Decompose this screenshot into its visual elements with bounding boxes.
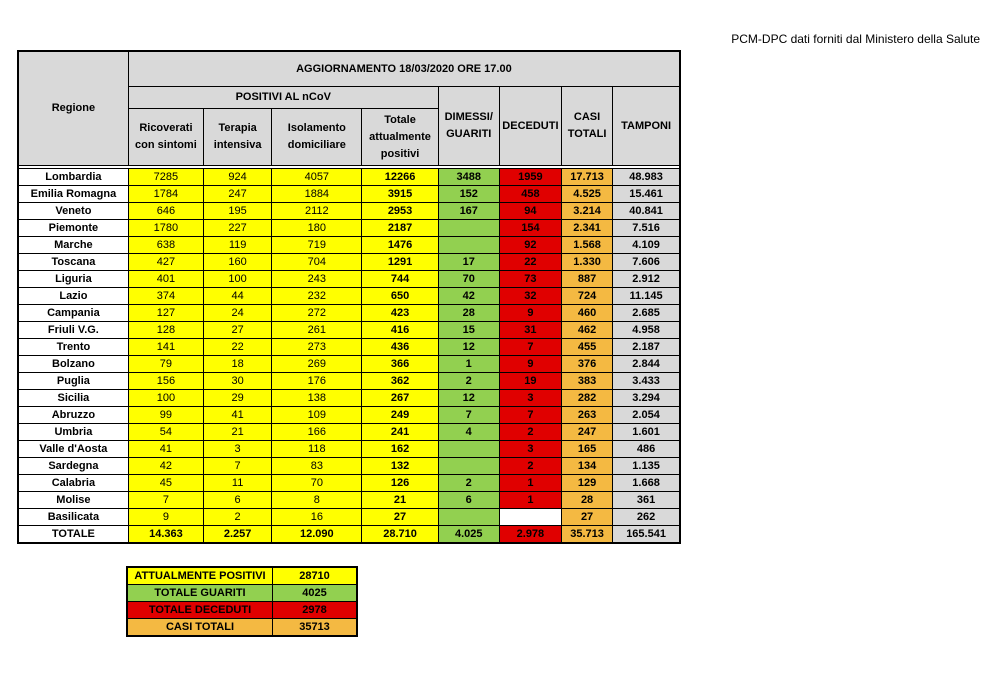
cell-casi: 3.214 xyxy=(562,203,613,220)
cell-casi: 462 xyxy=(562,322,613,339)
cell-casi: 282 xyxy=(562,390,613,407)
cell-deceduti: 9 xyxy=(499,356,561,373)
cell-terapia: 41 xyxy=(204,407,272,424)
cell-ricoverati: 41 xyxy=(128,441,203,458)
cell-tamponi: 2.912 xyxy=(613,271,680,288)
table-row xyxy=(18,475,680,492)
cell-deceduti: 7 xyxy=(499,407,561,424)
cell-regione: Abruzzo xyxy=(18,407,128,424)
cell-totale: 2187 xyxy=(362,220,438,237)
summary-label: ATTUALMENTE POSITIVI xyxy=(127,567,273,585)
cell-casi: 27 xyxy=(562,509,613,526)
cell-totale: 21 xyxy=(362,492,438,509)
cell-deceduti: 2 xyxy=(499,458,561,475)
cell-isolamento: 2112 xyxy=(272,203,362,220)
cell-totale: 416 xyxy=(362,322,438,339)
table-row xyxy=(18,407,680,424)
regional-data-table xyxy=(17,50,681,544)
cell-tamponi: 262 xyxy=(613,509,680,526)
cell-terapia: 3 xyxy=(204,441,272,458)
cell-dimessi xyxy=(438,441,499,458)
table-row xyxy=(18,492,680,509)
cell-regione: Sicilia xyxy=(18,390,128,407)
cell-regione: Puglia xyxy=(18,373,128,390)
cell-casi: 376 xyxy=(562,356,613,373)
cell-dimessi xyxy=(438,458,499,475)
cell-deceduti: 9 xyxy=(499,305,561,322)
cell-tamponi: 40.841 xyxy=(613,203,680,220)
cell-ricoverati: 1780 xyxy=(128,220,203,237)
cell-dimessi: 2 xyxy=(438,373,499,390)
cell-casi: 1.330 xyxy=(562,254,613,271)
summary-value: 2978 xyxy=(273,602,358,619)
cell-casi: 134 xyxy=(562,458,613,475)
cell-deceduti: 1959 xyxy=(499,169,561,186)
cell-isolamento: 16 xyxy=(272,509,362,526)
cell-tamponi: 4.109 xyxy=(613,237,680,254)
cell-dimessi: 167 xyxy=(438,203,499,220)
cell-tamponi: 48.983 xyxy=(613,169,680,186)
cell-ricoverati: 54 xyxy=(128,424,203,441)
cell-casi: 263 xyxy=(562,407,613,424)
cell-casi: 17.713 xyxy=(562,169,613,186)
cell-regione: Basilicata xyxy=(18,509,128,526)
cell-terapia: 24 xyxy=(204,305,272,322)
cell-isolamento: 83 xyxy=(272,458,362,475)
cell-deceduti: 1 xyxy=(499,475,561,492)
cell-terapia: 227 xyxy=(204,220,272,237)
cell-totale: 650 xyxy=(362,288,438,305)
table-row xyxy=(18,458,680,475)
cell-dimessi: 28 xyxy=(438,305,499,322)
cell-deceduti: 7 xyxy=(499,339,561,356)
cell-isolamento: 70 xyxy=(272,475,362,492)
cell-tamponi: 2.844 xyxy=(613,356,680,373)
cell-deceduti: 73 xyxy=(499,271,561,288)
cell-deceduti: 22 xyxy=(499,254,561,271)
cell-tamponi: 2.187 xyxy=(613,339,680,356)
header-update: AGGIORNAMENTO 18/03/2020 ORE 17.00 xyxy=(128,51,680,87)
cell-tamponi: 1.601 xyxy=(613,424,680,441)
cell-tamponi: 11.145 xyxy=(613,288,680,305)
cell-tamponi: 15.461 xyxy=(613,186,680,203)
cell-terapia: 2 xyxy=(204,509,272,526)
cell-ricoverati: 9 xyxy=(128,509,203,526)
cell-isolamento: 166 xyxy=(272,424,362,441)
cell-totale: 267 xyxy=(362,390,438,407)
cell-casi: 455 xyxy=(562,339,613,356)
table-row xyxy=(18,203,680,220)
cell-totale: 126 xyxy=(362,475,438,492)
cell-isolamento: 273 xyxy=(272,339,362,356)
cell-regione: Liguria xyxy=(18,271,128,288)
header-deceduti: DECEDUTI xyxy=(499,87,561,166)
cell-tamponi: 4.958 xyxy=(613,322,680,339)
cell-deceduti: 31 xyxy=(499,322,561,339)
cell-regione: Piemonte xyxy=(18,220,128,237)
cell-casi: 383 xyxy=(562,373,613,390)
table-row xyxy=(18,424,680,441)
cell-totale: 241 xyxy=(362,424,438,441)
cell-totale: 1476 xyxy=(362,237,438,254)
header-isolamento: Isolamento domiciliare xyxy=(272,109,362,166)
table-row xyxy=(18,322,680,339)
cell-terapia: 44 xyxy=(204,288,272,305)
cell-tamponi: 3.433 xyxy=(613,373,680,390)
header-positivi-group: POSITIVI AL nCoV xyxy=(128,87,438,109)
table-body xyxy=(18,166,680,544)
summary-value: 28710 xyxy=(273,567,358,585)
table-row xyxy=(18,254,680,271)
cell-totale: 744 xyxy=(362,271,438,288)
summary-label: CASI TOTALI xyxy=(127,619,273,637)
summary-row xyxy=(127,619,357,637)
cell-ricoverati: 128 xyxy=(128,322,203,339)
header-casi: CASI TOTALI xyxy=(562,87,613,166)
cell-regione: Umbria xyxy=(18,424,128,441)
cell-casi: 35.713 xyxy=(562,526,613,544)
cell-ricoverati: 7285 xyxy=(128,169,203,186)
cell-isolamento: 4057 xyxy=(272,169,362,186)
cell-isolamento: 176 xyxy=(272,373,362,390)
cell-dimessi: 17 xyxy=(438,254,499,271)
cell-ricoverati: 156 xyxy=(128,373,203,390)
cell-deceduti: 94 xyxy=(499,203,561,220)
cell-dimessi: 4.025 xyxy=(438,526,499,544)
cell-terapia: 7 xyxy=(204,458,272,475)
table-row xyxy=(18,186,680,203)
cell-casi: 2.341 xyxy=(562,220,613,237)
cell-dimessi xyxy=(438,220,499,237)
cell-ricoverati: 427 xyxy=(128,254,203,271)
cell-regione: Trento xyxy=(18,339,128,356)
cell-terapia: 2.257 xyxy=(204,526,272,544)
cell-totale: 132 xyxy=(362,458,438,475)
cell-tamponi: 2.685 xyxy=(613,305,680,322)
table-row xyxy=(18,220,680,237)
cell-terapia: 30 xyxy=(204,373,272,390)
cell-terapia: 160 xyxy=(204,254,272,271)
cell-isolamento: 118 xyxy=(272,441,362,458)
table-row xyxy=(18,356,680,373)
cell-dimessi: 3488 xyxy=(438,169,499,186)
cell-totale: 436 xyxy=(362,339,438,356)
cell-dimessi xyxy=(438,509,499,526)
source-note: PCM-DPC dati forniti dal Ministero della Salute xyxy=(731,32,980,46)
header-regione: Regione xyxy=(18,51,128,166)
cell-totale: 362 xyxy=(362,373,438,390)
summary-value: 35713 xyxy=(273,619,358,637)
summary-row xyxy=(127,567,357,585)
cell-isolamento: 180 xyxy=(272,220,362,237)
cell-regione: Calabria xyxy=(18,475,128,492)
cell-ricoverati: 79 xyxy=(128,356,203,373)
table-row xyxy=(18,237,680,254)
cell-dimessi: 1 xyxy=(438,356,499,373)
summary-table xyxy=(126,566,358,637)
cell-tamponi: 2.054 xyxy=(613,407,680,424)
cell-isolamento: 269 xyxy=(272,356,362,373)
table-row xyxy=(18,271,680,288)
cell-terapia: 18 xyxy=(204,356,272,373)
cell-ricoverati: 1784 xyxy=(128,186,203,203)
cell-ricoverati: 638 xyxy=(128,237,203,254)
cell-totale: 2953 xyxy=(362,203,438,220)
header-dimessi: DIMESSI/ GUARITI xyxy=(438,87,499,166)
cell-tamponi: 165.541 xyxy=(613,526,680,544)
cell-regione: Friuli V.G. xyxy=(18,322,128,339)
cell-isolamento: 8 xyxy=(272,492,362,509)
cell-deceduti: 1 xyxy=(499,492,561,509)
cell-ricoverati: 100 xyxy=(128,390,203,407)
table-row xyxy=(18,509,680,526)
cell-isolamento: 138 xyxy=(272,390,362,407)
cell-terapia: 247 xyxy=(204,186,272,203)
cell-ricoverati: 14.363 xyxy=(128,526,203,544)
cell-deceduti: 92 xyxy=(499,237,561,254)
summary-label: TOTALE DECEDUTI xyxy=(127,602,273,619)
cell-totale: 12266 xyxy=(362,169,438,186)
cell-isolamento: 109 xyxy=(272,407,362,424)
cell-terapia: 27 xyxy=(204,322,272,339)
cell-dimessi: 42 xyxy=(438,288,499,305)
cell-dimessi: 15 xyxy=(438,322,499,339)
cell-casi: 1.568 xyxy=(562,237,613,254)
cell-terapia: 100 xyxy=(204,271,272,288)
cell-dimessi: 12 xyxy=(438,390,499,407)
cell-dimessi: 7 xyxy=(438,407,499,424)
cell-ricoverati: 127 xyxy=(128,305,203,322)
cell-terapia: 195 xyxy=(204,203,272,220)
cell-terapia: 22 xyxy=(204,339,272,356)
cell-regione: Sardegna xyxy=(18,458,128,475)
cell-dimessi: 4 xyxy=(438,424,499,441)
cell-totale: 423 xyxy=(362,305,438,322)
cell-totale: 3915 xyxy=(362,186,438,203)
cell-ricoverati: 141 xyxy=(128,339,203,356)
cell-regione: Marche xyxy=(18,237,128,254)
cell-regione: Toscana xyxy=(18,254,128,271)
cell-totale: 162 xyxy=(362,441,438,458)
summary-value: 4025 xyxy=(273,585,358,602)
cell-ricoverati: 401 xyxy=(128,271,203,288)
cell-isolamento: 243 xyxy=(272,271,362,288)
cell-casi: 887 xyxy=(562,271,613,288)
cell-deceduti xyxy=(499,509,561,526)
cell-totale: 366 xyxy=(362,356,438,373)
cell-isolamento: 1884 xyxy=(272,186,362,203)
summary-label: TOTALE GUARITI xyxy=(127,585,273,602)
cell-ricoverati: 99 xyxy=(128,407,203,424)
summary-row xyxy=(127,585,357,602)
table-row xyxy=(18,288,680,305)
cell-regione: TOTALE xyxy=(18,526,128,544)
cell-regione: Veneto xyxy=(18,203,128,220)
cell-casi: 4.525 xyxy=(562,186,613,203)
cell-totale: 28.710 xyxy=(362,526,438,544)
cell-ricoverati: 7 xyxy=(128,492,203,509)
cell-regione: Lombardia xyxy=(18,169,128,186)
summary-row xyxy=(127,602,357,619)
cell-totale: 249 xyxy=(362,407,438,424)
cell-ricoverati: 42 xyxy=(128,458,203,475)
cell-dimessi: 6 xyxy=(438,492,499,509)
cell-isolamento: 261 xyxy=(272,322,362,339)
cell-deceduti: 154 xyxy=(499,220,561,237)
cell-terapia: 29 xyxy=(204,390,272,407)
cell-dimessi: 152 xyxy=(438,186,499,203)
table-row xyxy=(18,373,680,390)
table-row xyxy=(18,169,680,186)
cell-tamponi: 1.135 xyxy=(613,458,680,475)
cell-deceduti: 32 xyxy=(499,288,561,305)
cell-regione: Valle d'Aosta xyxy=(18,441,128,458)
cell-terapia: 11 xyxy=(204,475,272,492)
header-tamponi: TAMPONI xyxy=(613,87,680,166)
cell-isolamento: 12.090 xyxy=(272,526,362,544)
cell-casi: 724 xyxy=(562,288,613,305)
cell-ricoverati: 45 xyxy=(128,475,203,492)
cell-tamponi: 3.294 xyxy=(613,390,680,407)
cell-deceduti: 3 xyxy=(499,390,561,407)
cell-casi: 28 xyxy=(562,492,613,509)
cell-dimessi: 2 xyxy=(438,475,499,492)
cell-isolamento: 719 xyxy=(272,237,362,254)
cell-dimessi: 12 xyxy=(438,339,499,356)
cell-casi: 460 xyxy=(562,305,613,322)
cell-terapia: 6 xyxy=(204,492,272,509)
header-ricoverati: Ricoverati con sintomi xyxy=(128,109,203,166)
cell-deceduti: 458 xyxy=(499,186,561,203)
table-row xyxy=(18,305,680,322)
cell-deceduti: 19 xyxy=(499,373,561,390)
cell-terapia: 21 xyxy=(204,424,272,441)
cell-regione: Emilia Romagna xyxy=(18,186,128,203)
cell-tamponi: 486 xyxy=(613,441,680,458)
cell-deceduti: 2.978 xyxy=(499,526,561,544)
cell-ricoverati: 374 xyxy=(128,288,203,305)
cell-terapia: 119 xyxy=(204,237,272,254)
cell-casi: 129 xyxy=(562,475,613,492)
cell-isolamento: 272 xyxy=(272,305,362,322)
cell-terapia: 924 xyxy=(204,169,272,186)
totals-row xyxy=(18,526,680,544)
table-row xyxy=(18,441,680,458)
cell-tamponi: 7.516 xyxy=(613,220,680,237)
header-terapia: Terapia intensiva xyxy=(204,109,272,166)
cell-totale: 27 xyxy=(362,509,438,526)
cell-isolamento: 704 xyxy=(272,254,362,271)
cell-totale: 1291 xyxy=(362,254,438,271)
cell-regione: Campania xyxy=(18,305,128,322)
header-totale-positivi: Totale attualmente positivi xyxy=(362,109,438,166)
cell-regione: Lazio xyxy=(18,288,128,305)
cell-regione: Bolzano xyxy=(18,356,128,373)
cell-casi: 247 xyxy=(562,424,613,441)
cell-deceduti: 2 xyxy=(499,424,561,441)
cell-dimessi: 70 xyxy=(438,271,499,288)
cell-deceduti: 3 xyxy=(499,441,561,458)
table-row xyxy=(18,339,680,356)
cell-casi: 165 xyxy=(562,441,613,458)
table-row xyxy=(18,390,680,407)
cell-regione: Molise xyxy=(18,492,128,509)
cell-tamponi: 361 xyxy=(613,492,680,509)
cell-isolamento: 232 xyxy=(272,288,362,305)
cell-tamponi: 1.668 xyxy=(613,475,680,492)
cell-tamponi: 7.606 xyxy=(613,254,680,271)
cell-dimessi xyxy=(438,237,499,254)
cell-ricoverati: 646 xyxy=(128,203,203,220)
